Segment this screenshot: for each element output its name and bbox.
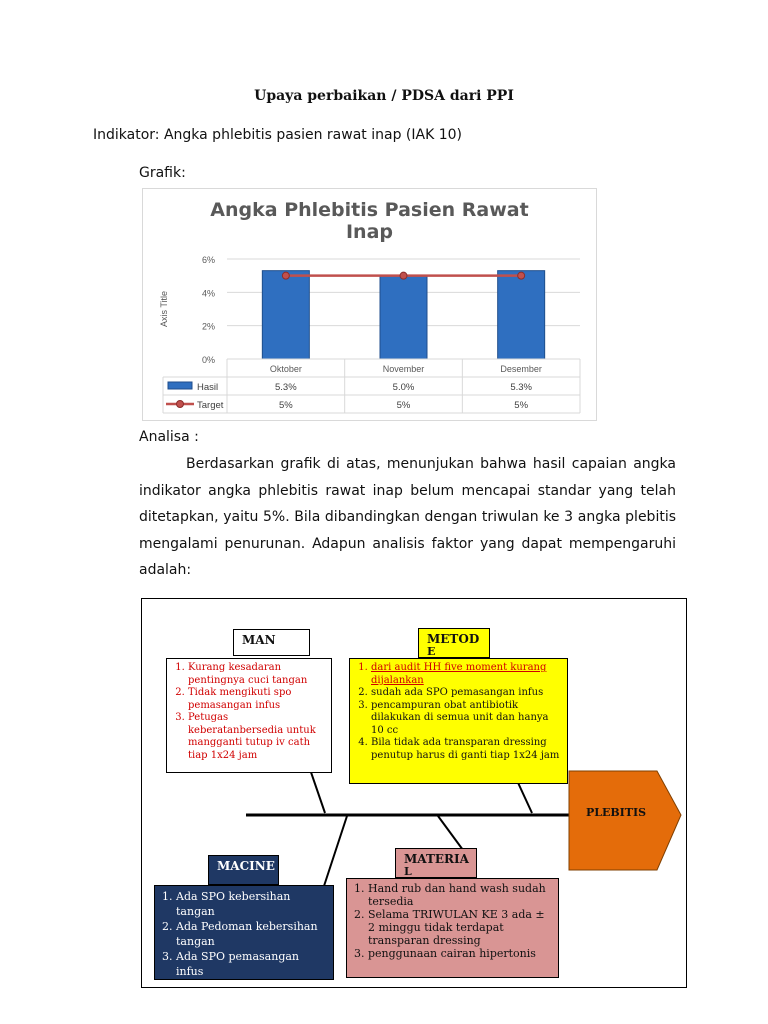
materia-cause-2: 2. Selama TRIWULAN KE 3 ada ± 2 minggu tidak terdapat transparan dressing [368, 908, 552, 947]
man-cause-1: 1. Kurang kesadaran pentingnya cuci tangan [188, 662, 325, 687]
phlebitis-chart [142, 188, 597, 421]
bar-november [380, 276, 427, 359]
legend-label-target: Target [197, 400, 224, 411]
legend-key-target-marker [177, 401, 184, 408]
macine-causes [154, 885, 334, 980]
macine-label [208, 855, 279, 885]
macine-cause-2: 2. Ada Pedoman kebersihan tangan [176, 919, 327, 949]
bone-macine [324, 816, 347, 886]
man-cause-2: 2. Tidak mengikuti spo pemasangan infus [188, 687, 325, 712]
metod-cause-4: 4. Bila tidak ada transparan dressing penutup harus di ganti tiap 1x24 jam [371, 737, 561, 762]
man-causes [166, 658, 332, 773]
metod-causes [349, 658, 568, 784]
effect-shape [569, 771, 681, 870]
table-value-hasil: 5.3% [510, 382, 532, 393]
chart-title-line1: Angka Phlebitis Pasien Rawat [210, 199, 529, 221]
man-cause-3: 3. Petugas keberatanbersedia untuk mangganti tutup iv cath tiap 1x24 jam [188, 712, 325, 762]
table-value-hasil: 5.3% [275, 382, 297, 393]
y-tick-label: 6% [201, 255, 215, 265]
x-category-label: Oktober [269, 364, 302, 374]
metod-cause-1: 1. dari audit HH five moment kurang dijalankan [371, 662, 561, 687]
metod-label-text: METOD [427, 632, 480, 646]
legend-label-hasil: Hasil [197, 382, 219, 393]
grafik-label: Grafik: [139, 165, 186, 181]
y-axis-title: Axis Title [159, 290, 169, 328]
man-label [233, 629, 310, 656]
target-point-november [400, 272, 407, 279]
materia-label-suffix: L [404, 865, 412, 878]
table-value-hasil: 5.0% [392, 382, 415, 393]
chart-title-line2: Inap [345, 221, 394, 243]
materia-label [395, 848, 477, 878]
metod-label-suffix: E [427, 645, 436, 658]
macine-cause-3: 3. Ada SPO pemasangan infus [176, 949, 327, 979]
table-value-target: 5% [514, 400, 529, 411]
materia-cause-1: 1. Hand rub dan hand wash sudah tersedia [368, 882, 552, 908]
man-label-text: MAN [242, 633, 276, 647]
macine-label-text: MACINE [217, 859, 275, 873]
bar-oktober [262, 271, 309, 359]
x-category-label: November [382, 364, 425, 374]
indikator-line: Indikator: Angka phlebitis pasien rawat inap (IAK 10) [93, 127, 462, 143]
y-tick-label: 4% [201, 288, 215, 299]
materia-causes [346, 878, 559, 978]
y-tick-label: 2% [201, 321, 215, 332]
materia-cause-3: 3. penggunaan cairan hipertonis [368, 947, 552, 960]
analisa-text: Berdasarkan grafik di atas, menunjukan bahwa hasil capaian angka indikator angka phlebitis rawat inap belum mencapai standar yang telah ditetapkan, yaitu 5%. Bila dibandingkan dengan triwulan ke 3 angka plebitis mengalami penurunan. Adapun analisis faktor yang dapat mempengaruhi adalah: [139, 456, 676, 578]
bar-desember [498, 271, 545, 359]
chart-plot [143, 189, 596, 420]
fishbone-diagram [141, 598, 687, 988]
analisa-label: Analisa : [139, 429, 199, 445]
materia-label-text: MATERIA [404, 852, 469, 866]
legend-key-hasil [168, 382, 192, 389]
effect-label: PLEBITIS [585, 806, 647, 819]
page-heading: Upaya perbaikan / PDSA dari PPI [254, 88, 514, 104]
table-value-target: 5% [396, 400, 411, 411]
target-point-desember [518, 272, 525, 279]
y-tick-label: 0% [201, 355, 215, 365]
metod-label [418, 628, 490, 658]
target-point-oktober [282, 272, 289, 279]
analisa-paragraph [139, 451, 676, 584]
table-value-target: 5% [278, 400, 293, 411]
metod-cause-2: 2. sudah ada SPO pemasangan infus [371, 687, 561, 700]
metod-cause-3: 3. pencampuran obat antibiotik dilakukan di semua unit dan hanya 10 cc [371, 700, 561, 738]
macine-cause-1: 1. Ada SPO kebersihan tangan [176, 889, 327, 919]
x-category-label: Desember [500, 364, 542, 374]
